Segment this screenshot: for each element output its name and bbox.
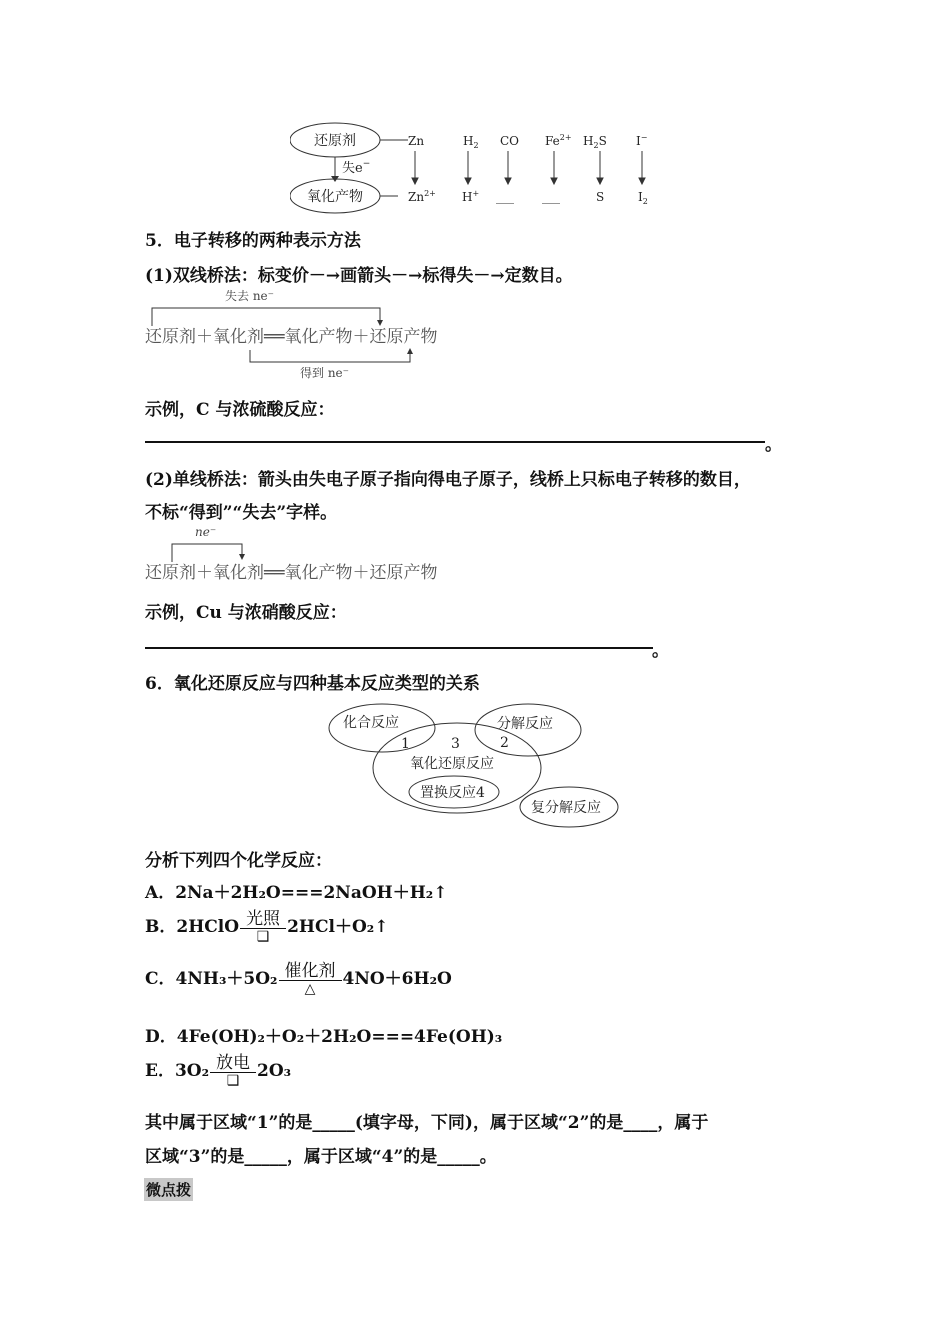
product-label: 氧化产物 [307,189,363,205]
question-line-2: 区域“3”的是_____，属于区域“4”的是_____。 [145,1147,497,1167]
combination-label: 化合反应 [343,715,399,731]
single-bridge-diagram [140,522,480,586]
single-ne-label: ne⁻ [195,525,217,539]
bottom-item-zn: $Zn^{2+}$ [408,189,436,204]
single-equation: 还原剂＋氧化剂══氧化产物＋还原产物 [145,563,438,583]
condition-discharge: $\frac{\text{放电}}{❑}$ [210,1054,256,1089]
section5-heading: 5．电子转移的两种表示方法 [145,231,361,251]
decomposition-label: 分解反应 [497,716,553,732]
top-item-h2s: $H_2S$ [583,134,607,150]
question-line-1: 其中属于区域“1”的是_____(填字母，下同)，属于区域“2”的是____，属于 [145,1113,709,1133]
double-bridge-diagram [140,286,470,382]
top-item-co: CO [500,134,520,148]
displacement-label: 置换反应4 [420,785,485,801]
example1-answer-line[interactable] [145,441,765,443]
redox-label: 氧化还原反应 [410,756,494,772]
reducer-label: 还原剂 [314,133,356,149]
condition-catalyst: $\frac{\text{催化剂}}{\triangle}$ [279,962,342,997]
bottom-item-h: H+ [462,189,480,204]
venn-diagram [325,700,625,832]
double-equation: 还原剂＋氧化剂══氧化产物＋还原产物 [145,327,438,347]
region-1: 1 [401,736,410,752]
bottom-item-s: S [596,190,605,204]
double-lose-label: 失去 ne⁻ [225,289,274,303]
tip-badge: 微点拨 [144,1178,193,1201]
reaction-c: C．4NH₃＋5O₂ $\frac{\text{催化剂}}{\triangle}$ 4NO＋6H₂O [145,961,452,997]
example1-label: 示例，C 与浓硫酸反应： [145,400,335,420]
double-bridge-title: (1)双线桥法：标变价－→画箭头－→标得失－→定数目。 [145,266,573,286]
top-item-fe: $Fe^{2+}$ [545,133,572,148]
reaction-d: D．4Fe(OH)₂＋O₂＋2H₂O===4Fe(OH)₃ [145,1027,503,1047]
double-gain-label: 得到 ne⁻ [300,366,349,380]
example2-end: 。 [652,641,669,661]
example2-answer-line[interactable] [145,647,653,649]
reducer-diagram [290,118,670,214]
section6-heading: 6．氧化还原反应与四种基本反应类型的关系 [145,674,480,694]
single-bridge-title: (2)单线桥法：箭头由失电子原子指向得电子原子，线桥上只标电子转移的数目， [145,470,751,490]
example1-end: 。 [765,435,782,455]
condition-light: $\frac{\text{光照}}{❑}$ [240,910,286,945]
region-3: 3 [451,736,460,752]
top-item-h2: $H_2$ [463,134,479,150]
analyze-label: 分析下列四个化学反应： [145,851,332,871]
bottom-item-blank1: ___ [496,190,514,204]
bottom-item-blank2: ___ [542,190,560,204]
single-bridge-title-2: 不标“得到”“失去”字样。 [145,503,338,523]
lose-electron-label: 失e− [342,159,371,176]
reaction-b: B．2HClO $\frac{\text{光照}}{❑}$ 2HCl＋O₂↑ [145,909,389,945]
region-2: 2 [500,735,509,751]
bottom-item-i2: $I_2$ [638,190,648,206]
example2-label: 示例，Cu 与浓硝酸反应： [145,603,347,623]
double-decomp-label: 复分解反应 [531,800,601,816]
top-item-i: I− [636,133,648,148]
reaction-a: A．2Na＋2H₂O===2NaOH＋H₂↑ [145,883,448,903]
reaction-e: E．3O₂ $\frac{\text{放电}}{❑}$ 2O₃ [145,1053,292,1089]
top-item-zn: Zn [408,134,425,148]
